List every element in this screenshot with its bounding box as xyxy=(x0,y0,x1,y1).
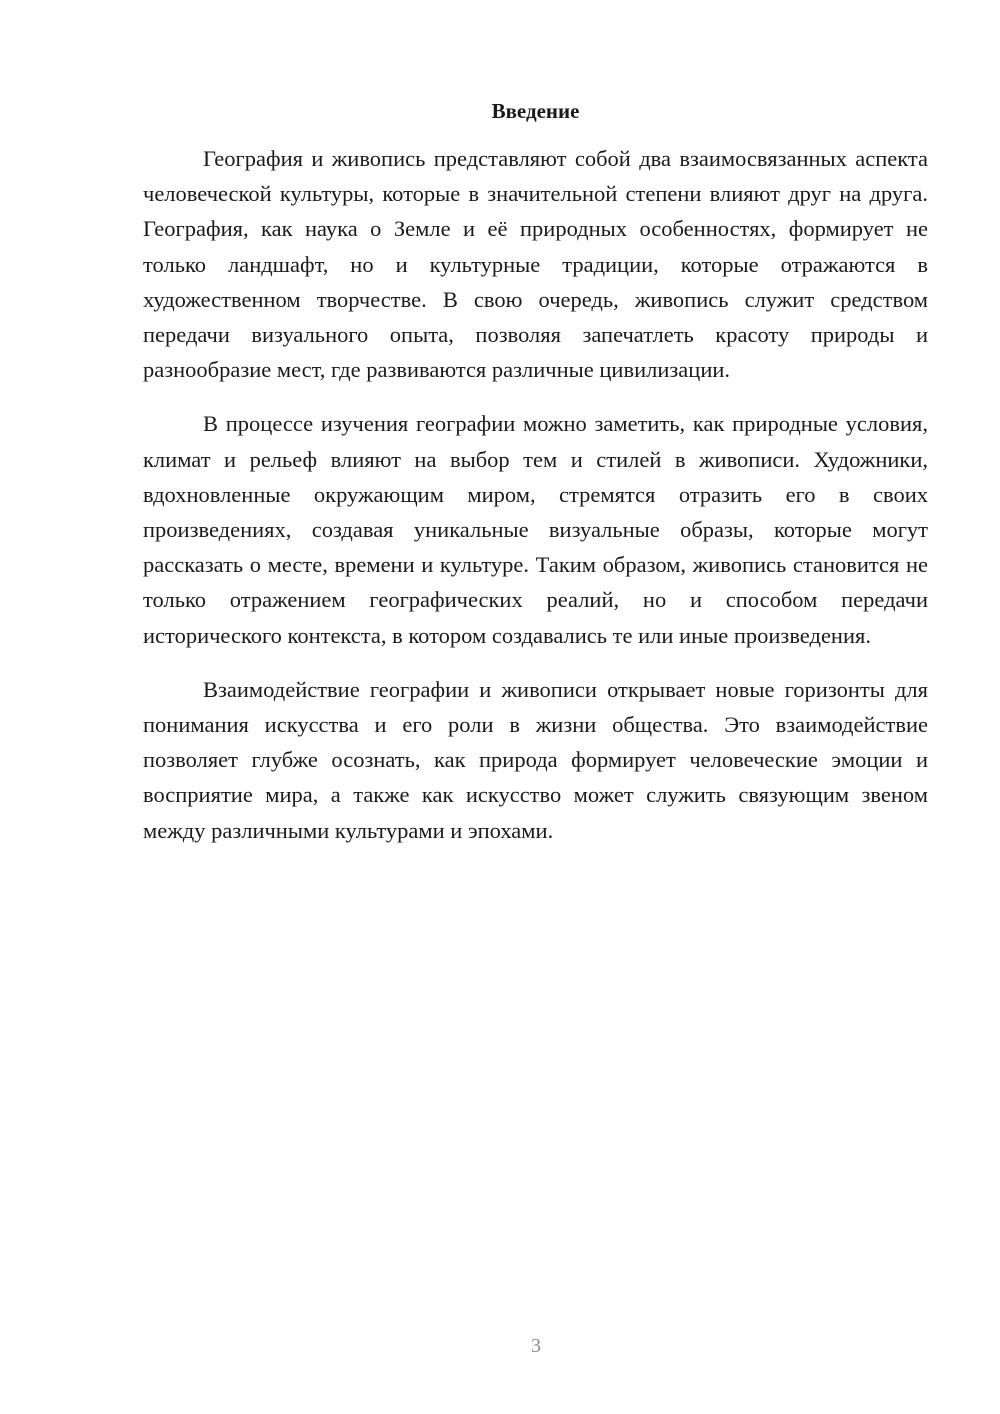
paragraph-1: География и живопись представляют собой два взаимосвязанных аспекта человеческой культуры, которые в значительной степени влияют друг на друга. География, как наука о Земле и её природных особенностях, формирует не только ландшафт, но и культурные традиции, которые отражаются в художественном творчестве. В свою очередь, живопись служит средством передачи визуального опыта, позволяя запечатлеть красоту природы и разнообразие мест, где развиваются различные цивилизации. xyxy=(143,146,928,383)
page-number: 3 xyxy=(531,1335,541,1357)
body-text xyxy=(143,141,928,867)
paragraph-3: Взаимодействие географии и живописи открывает новые горизонты для понимания искусства и его роли в жизни общества. Это взаимодействие позволяет глубже осознать, как природа формирует человеческие эмоции и восприятие мира, а также как искусство может служить связующим звеном между различными культурами и эпохами. xyxy=(143,676,928,843)
section-heading: Введение xyxy=(491,99,580,123)
paragraph-2: В процессе изучения географии можно заметить, как природные условия, климат и рельеф влияют на выбор тем и стилей в живописи. Художники, вдохновленные окружающим миром, стремятся отразить его в своих произведениях, создавая уникальные визуальные образы, которые могут рассказать о месте, времени и культуре. Таким образом, живопись становится не только отражением географических реалий, но и способом передачи исторического контекста, в котором создавались те или иные произведения. xyxy=(143,411,928,648)
